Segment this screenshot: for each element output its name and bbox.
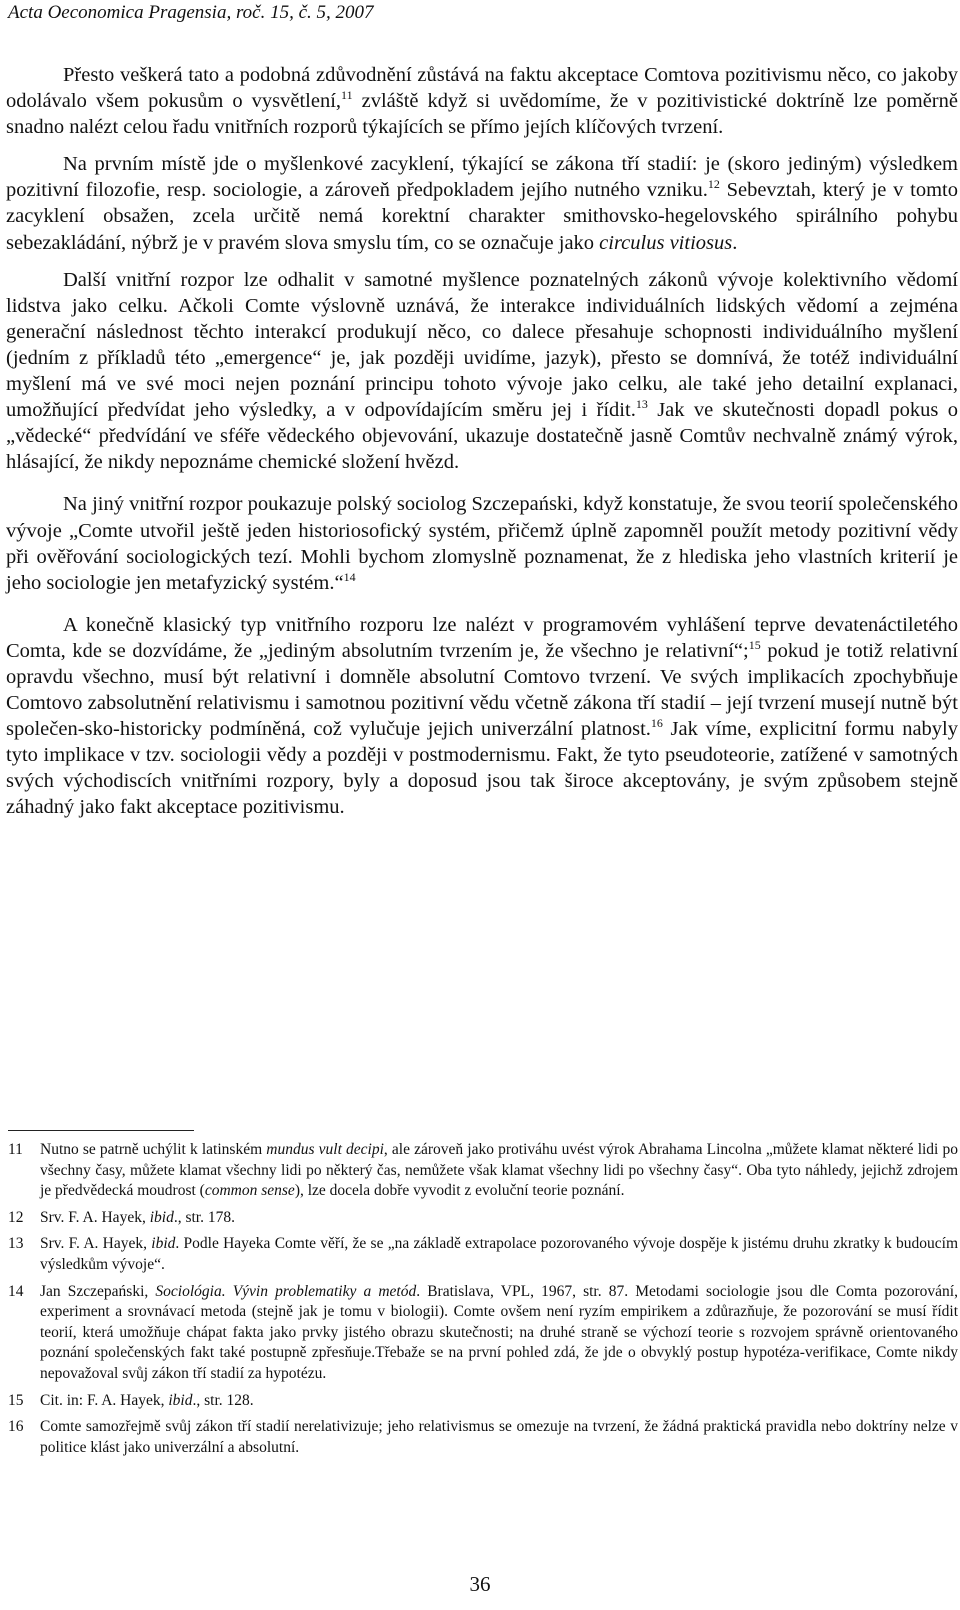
footnote-number: 11 xyxy=(8,1141,23,1158)
footnote xyxy=(8,1140,958,1202)
body-text xyxy=(6,62,958,821)
paragraph-1: Přesto veškerá tato a podobná zdůvodnění zůstává na faktu akceptace Comtova pozitivismu něco, co jakoby odolávalo všem pokusům o vysvětlení,$^{11}$ zvláště když si uvědomíme, že v pozitivistické doktríně lze poměrně snadno nalézt celou řadu vnitřních rozporů týkajících se přímo jejích klíčových tvrzení. xyxy=(6,64,958,139)
footnote xyxy=(8,1417,958,1458)
footnote-text: Cit. in: F. A. Hayek, ibid., str. 128. xyxy=(40,1391,254,1409)
paragraph-4: Na jiný vnitřní rozpor poukazuje polský sociolog Szczepański, když konstatuje, že svou teorií společenského vývoje „Comte utvořil ještě jeden historiosofický systém, přičemž úplně zapomněl použít metody pozitivní vědy při ověřování sociologických tezí. Mohli bychom zlomyslně poznamenat, že z hlediska jeho vlastních kriterií je jeho sociologie jen metafyzický systém.“$^{14}$ xyxy=(6,493,958,594)
footnote-number: 15 xyxy=(8,1391,24,1409)
paragraph-5: A konečně klasický typ vnitřního rozporu lze nalézt v programovém vyhlášení teprve devatenáctiletého Comta, kde se dozvídáme, že „jediným absolutním tvrzením je, že všechno je relativní“;$^{15}$ pokud je totiž relativní opravdu všechno, musí být relativní i domněle absolutní Comtovo tvrzení. Ve svých implikacích zpochybňuje Comtovo zabsolutnění relativismu i samotnou pozitivní vědu včetně zákona tří stadií – její tvrzení musejí nutně být společen-sko-historicky podmíněná, což vylučuje jejich univerzální platnost.$^{16}$ Jak víme, explicitní formu nabyly tyto implikace v tzv. sociologii vědy a později v postmodernismu. Fakt, že tyto pseudoteorie, zatížené v samotných svých východiscích vnitřními rozpory, byly a doposud jsou tak široce akceptovány, je svým způsobem stejně záhadný jako fakt akceptace pozitivismu. xyxy=(6,613,958,819)
footnote-ref-11[interactable]: 11 xyxy=(341,88,353,103)
footnote-ref-14[interactable]: 14 xyxy=(343,569,356,584)
footnote-ref-13[interactable]: 13 xyxy=(635,397,648,412)
footnote-ref-12[interactable]: 12 xyxy=(707,177,720,192)
footnote-text: Srv. F. A. Hayek, ibid., str. 178. xyxy=(40,1208,235,1226)
paragraph-2: Na prvním místě jde o myšlenkové zacyklení, týkající se zákona tří stadií: je (skoro jediným) výsledkem pozitivní filozofie, resp. sociologie, a zároveň předpokladem jejího nutného vzniku.$^{12}$ Sebevztah, který je v tomto zacyklení obsažen, zcela určitě nemá korektní charakter smithovsko-hegelovského spirálního pohybu sebezakládání, nýbrž je v pravém slova smyslu tím, co se označuje jako circulus vitiosus. xyxy=(6,153,958,254)
footnote-text: Jan Szczepański, Sociológia. Vývin problematiky a metód. Bratislava, VPL, 1967, str. 87. Metodami sociologie jsou dle Comta pozorování, experiment a srovnávací metoda (stejně jak je tomu v biologii). Comte ovšem není ryzím empirikem a zdůrazňuje, že pozorování se musí řídit teorií, která umožňuje chápat fakta jako prvky jistého obrazu skutečnosti; na druhé straně se výchozí teorie s rozvojem správně orientovaného poznání společenských fakt také postupně zpřesňuje.Třebaže se na první pohled zdá, že jde o obvyklý postup hypotéza-verifikace, Comte nikdy nepovažoval svůj zákon tří stadií za hypotézu. xyxy=(40,1282,958,1382)
footnote-number: 14 xyxy=(8,1282,24,1300)
footnote-text: Srv. F. A. Hayek, ibid. Podle Hayeka Comte věří, že se „na základě extrapolace pozorovaného vývoje dospěje k jistému druhu zkratky k budoucím výsledkům vývoje“. xyxy=(40,1235,958,1273)
paragraph-3: Další vnitřní rozpor lze odhalit v samotné myšlence poznatelných zákonů vývoje kolektivního vědomí lidstva jako celku. Ačkoli Comte výslovně uznává, že interakce individuálních lidských vědomí a zejména generační následnost těchto interakcí produkují něco, co dalece přesahuje schopnosti individuálního myšlení (jedním z příkladů této „emergence“ je, jak později uvidíme, jazyk), přesto se domnívá, že totéž individuální myšlení má ve své moci nejen poznání principu tohoto vývoje jako celku, ale také jeho detailní explanaci, umožňující předvídat jeho výsledky, a v odpovídajícím směru jej i řídit.$^{13}$ Jak ve skutečnosti dopadl pokus o „vědecké“ předvídání ve sféře vědeckého objevování, ukazuje dostatečně jasně Comtův nechvalně známý výrok, hlásající, že nikdy nepoznáme chemické složení hvězd. xyxy=(6,268,958,474)
footnotes xyxy=(8,1140,958,1464)
footnote xyxy=(8,1391,958,1412)
footnote-ref-15[interactable]: 15 xyxy=(748,637,761,652)
footnote xyxy=(8,1234,958,1275)
footnote xyxy=(8,1208,958,1229)
footnote-ref-16[interactable]: 16 xyxy=(650,716,663,731)
footnote-divider xyxy=(8,1130,194,1131)
footnote-number: 13 xyxy=(8,1235,24,1253)
footnote-text: Comte samozřejmě svůj zákon tří stadií nerelativizuje; jeho relativismus se omezuje na tvrzení, že žádná praktická pravidla nebo doktríny nelze v politice klást jako univerzální a absolutní. xyxy=(40,1418,958,1456)
page-number: 36 xyxy=(469,1572,491,1596)
footnote-text: Nutno se patrně uchýlit k latinském mundus vult decipi, ale zároveň jako protiváhu uvést výrok Abrahama Lincolna „můžete klamat některé lidi po všechny časy, můžete klamat všechny lidi po některý čas, nemůžete však klamat všechny lidi po všechny časy“. Oba tyto náhledy, jejichž zdrojem je předvědecká moudrost (common sense), lze docela dobře vyvodit z evoluční teorie poznání. xyxy=(40,1141,958,1200)
running-header: Acta Oeconomica Pragensia, roč. 15, č. 5, 2007 xyxy=(8,2,374,23)
footnote-number: 16 xyxy=(8,1418,24,1436)
footnote-number: 12 xyxy=(8,1208,24,1226)
footnote xyxy=(8,1282,958,1385)
